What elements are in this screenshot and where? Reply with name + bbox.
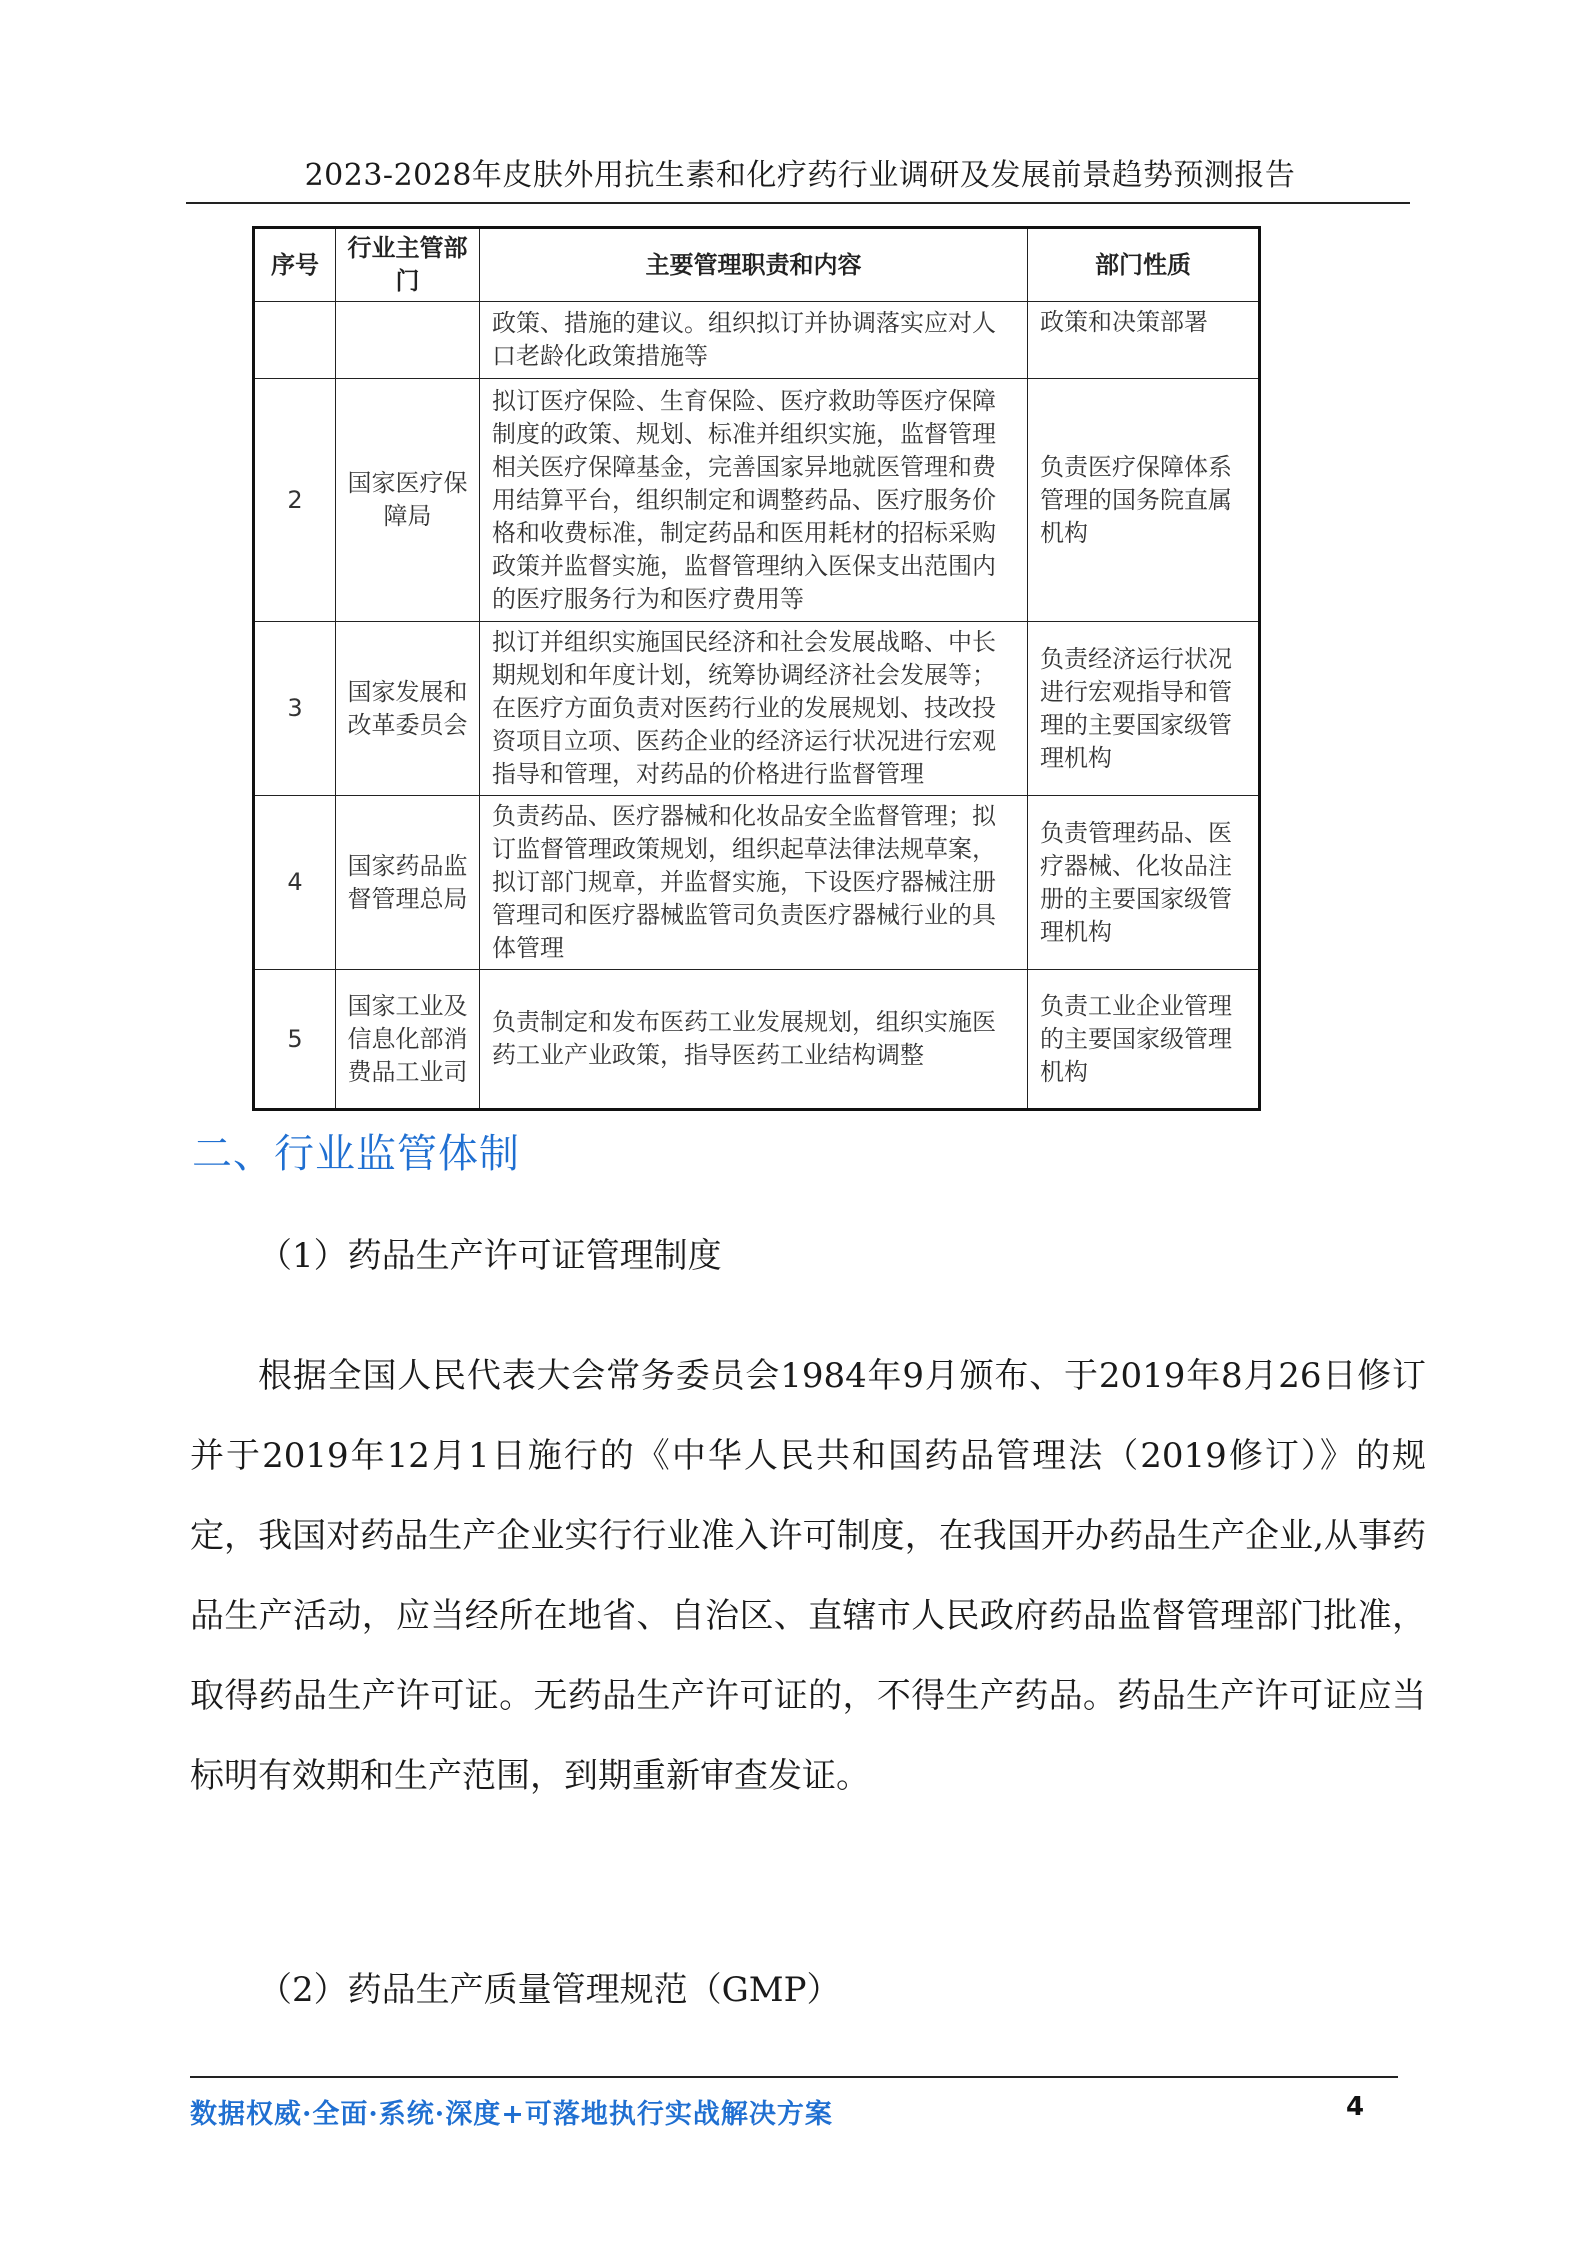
header-nature: 部门性质 bbox=[1028, 228, 1260, 302]
row-duty: 负责药品、医疗器械和化妆品安全监督管理；拟订监督管理政策规划，组织起草法律法规草案，拟订部门规章，并监督实施，下设医疗器械注册管理司和医疗器械监管司负责医疗器械行业的具体管理 bbox=[480, 796, 1028, 970]
table-row bbox=[254, 970, 1260, 1110]
table-row bbox=[254, 622, 1260, 796]
row-nature: 政策和决策部署 bbox=[1028, 302, 1260, 379]
header-duty: 主要管理职责和内容 bbox=[480, 228, 1028, 302]
subheading-license: （1）药品生产许可证管理制度 bbox=[258, 1236, 722, 1276]
body-paragraph: 根据全国人民代表大会常务委员会1984年9月颁布、于2019年8月26日修订并于2019年12月1日施行的《中华人民共和国药品管理法（2019修订）》的规定，我国对药品生产企业实行行业准入许可制度，在我国开办药品生产企业,从事药品生产活动，应当经所在地省、自治区、直辖市人民政府药品监督管理部门批准，取得药品生产许可证。无药品生产许可证的，不得生产药品。药品生产许可证应当标明有效期和生产范围，到期重新审查发证。 bbox=[190, 1356, 1426, 1796]
row-dept bbox=[336, 302, 480, 379]
footer-divider bbox=[190, 2076, 1398, 2078]
header-divider bbox=[186, 202, 1410, 204]
table-row bbox=[254, 379, 1260, 622]
regulators-table bbox=[252, 226, 1261, 1111]
row-index: 4 bbox=[254, 796, 336, 970]
row-index: 5 bbox=[254, 970, 336, 1110]
report-title: 2023-2028年皮肤外用抗生素和化疗药行业调研及发展前景趋势预测报告 bbox=[304, 158, 1296, 193]
footer-slogan: 数据权威·全面·系统·深度+可落地执行实战解决方案 bbox=[190, 2099, 833, 2130]
row-duty: 拟订医疗保险、生育保险、医疗救助等医疗保障制度的政策、规划、标准并组织实施，监督管理相关医疗保障基金，完善国家异地就医管理和费用结算平台，组织制定和调整药品、医疗服务价格和收费标准，制定药品和医用耗材的招标采购政策并监督实施，监督管理纳入医保支出范围内的医疗服务行为和医疗费用等 bbox=[480, 379, 1028, 622]
header-index: 序号 bbox=[254, 228, 336, 302]
header-dept: 行业主管部门 bbox=[336, 228, 480, 302]
row-nature: 负责工业企业管理的主要国家级管理机构 bbox=[1028, 970, 1260, 1110]
table-header-row bbox=[254, 228, 1260, 302]
row-duty: 政策、措施的建议。组织拟订并协调落实应对人口老龄化政策措施等 bbox=[480, 302, 1028, 379]
section-heading: 二、行业监管体制 bbox=[192, 1131, 520, 1177]
row-index: 2 bbox=[254, 379, 336, 622]
table-row bbox=[254, 796, 1260, 970]
row-index: 3 bbox=[254, 622, 336, 796]
row-index bbox=[254, 302, 336, 379]
row-dept: 国家药品监督管理总局 bbox=[336, 796, 480, 970]
table-row bbox=[254, 302, 1260, 379]
row-duty: 拟订并组织实施国民经济和社会发展战略、中长期规划和年度计划，统筹协调经济社会发展等；在医疗方面负责对医药行业的发展规划、技改投资项目立项、医药企业的经济运行状况进行宏观指导和管理，对药品的价格进行监督管理 bbox=[480, 622, 1028, 796]
row-nature: 负责医疗保障体系管理的国务院直属机构 bbox=[1028, 379, 1260, 622]
row-nature: 负责管理药品、医疗器械、化妆品注册的主要国家级管理机构 bbox=[1028, 796, 1260, 970]
subheading-gmp: （2）药品生产质量管理规范（GMP） bbox=[258, 1970, 841, 2010]
row-nature: 负责经济运行状况进行宏观指导和管理的主要国家级管理机构 bbox=[1028, 622, 1260, 796]
row-duty: 负责制定和发布医药工业发展规划，组织实施医药工业产业政策，指导医药工业结构调整 bbox=[480, 970, 1028, 1110]
row-dept: 国家发展和改革委员会 bbox=[336, 622, 480, 796]
row-dept: 国家工业及信息化部消费品工业司 bbox=[336, 970, 480, 1110]
row-dept: 国家医疗保障局 bbox=[336, 379, 480, 622]
page-number: 4 bbox=[1346, 2092, 1365, 2122]
